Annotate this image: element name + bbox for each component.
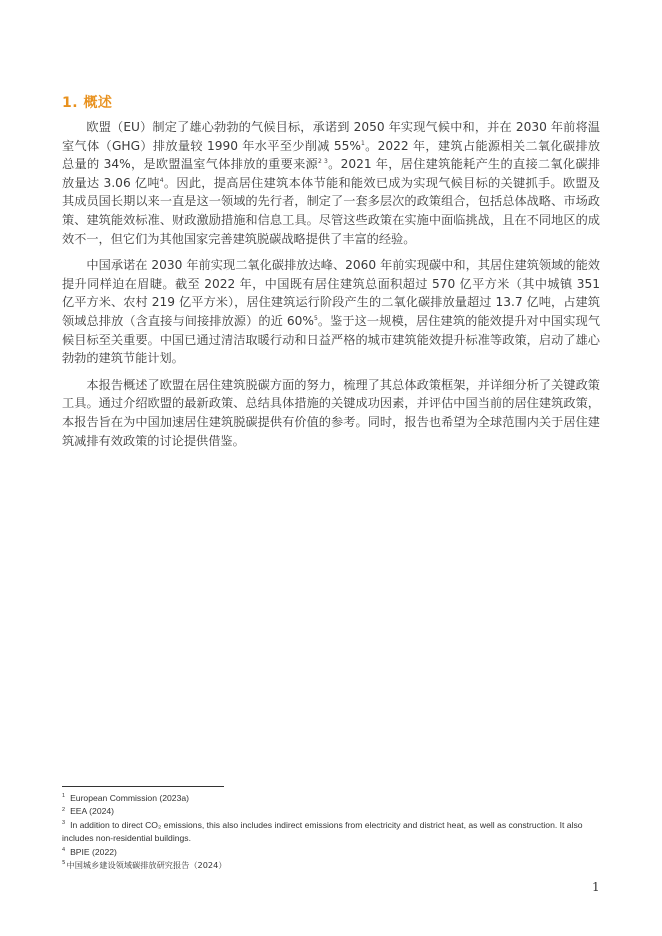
- footnote-divider: [62, 786, 224, 787]
- paragraph-1-text-a: 欧盟（EU）制定了雄心勃勃的气候目标，承诺到 2050 年实现气候中和，并在 2030 年前将温室气体（GHG）排放量较 1990 年水平至少削减 55%: [62, 120, 600, 153]
- paragraph-1-text-d: 。因此，提高居住建筑本体节能和能效已成为实现气候目标的关键抓手。欧盟及其成员国长期以来一直是这一领域的先行者，制定了一套多层次的政策组合，包括总体战略、市场政策、建筑能效标准、财政激励措施和信息工具。尽管这些政策在实施中面临挑战，且在不同地区的成效不一，但它们为其他国家完善建筑脱碳战略提供了丰富的经验。: [62, 175, 601, 246]
- paragraph-1-text-b: 。2022 年，建筑占能源相关二氧化碳排放总量的 34%，是欧盟温室气体排放的重要来源: [62, 138, 601, 172]
- paragraph-2: [62, 256, 600, 368]
- footnotes: [62, 792, 602, 872]
- footnote-3: $^3$ In addition to direct CO₂ emissions, this also includes indirect emissions from electricity and district heat, as well as construction. It also includes non-residential buildings.: [62, 819, 583, 844]
- footnote-1: $^1$ European Commission (2023a): [62, 793, 190, 803]
- footnote-ref-2-3[interactable]: 2 3: [318, 158, 328, 166]
- paragraph-3-text: 本报告概述了欧盟在居住建筑脱碳方面的努力，梳理了其总体政策框架，并详细分析了关键政策工具。通过介绍欧盟的最新政策、总结具体措施的关键成功因素，并评估中国当前的居住建筑政策，本报告旨在为中国加速居住建筑脱碳提供有价值的参考。同时，报告也希望为全球范围内关于居住建筑减排有效政策的讨论提供借鉴。: [62, 377, 600, 448]
- footnote-ref-4[interactable]: 4: [159, 176, 164, 184]
- footnote-5: $^5$中国城乡建设领域碳排放研究报告（2024）: [62, 860, 227, 871]
- page-number: 1: [592, 880, 600, 894]
- section-title: 概述: [83, 95, 113, 111]
- paragraph-3: [62, 376, 600, 450]
- paragraph-2-text-a: 中国承诺在 2030 年前实现二氧化碳排放达峰、2060 年前实现碳中和，其居住建筑领域的能效提升同样迫在眉睫。截至 2022 年，中国既有居住建筑总面积超过 570 亿平方米（其中城镇 351 亿平方米、农村 219 亿平方米），居住建筑运行阶段产生的二氧化碳排放量超过 13.7 亿吨，占建筑领域总排放（含直接与间接排放源）的近 60%: [62, 258, 600, 328]
- paragraph-2-text-b: 。鉴于这一规模，居住建筑的能效提升对中国实现气候目标至关重要。中国已通过清洁取暖行动和日益严格的城市建筑能效提升标准等政策，启动了雄心勃勃的建筑节能计划。: [62, 313, 601, 366]
- footnote-ref-1[interactable]: 1: [361, 139, 365, 147]
- section-heading: [62, 92, 112, 112]
- footnote-4: $^4$ BPIE (2022): [62, 846, 117, 857]
- body-text: [62, 118, 600, 458]
- paragraph-1: [62, 118, 600, 248]
- footnote-2: $^2$ EEA (2024): [62, 806, 115, 817]
- footnote-ref-5[interactable]: 5: [313, 314, 318, 322]
- section-number: 1.: [62, 95, 79, 111]
- paragraph-1-text-c: 。2021 年，居住建筑能耗产生的直接二氧化碳排放量达 3.06 亿吨: [62, 157, 600, 190]
